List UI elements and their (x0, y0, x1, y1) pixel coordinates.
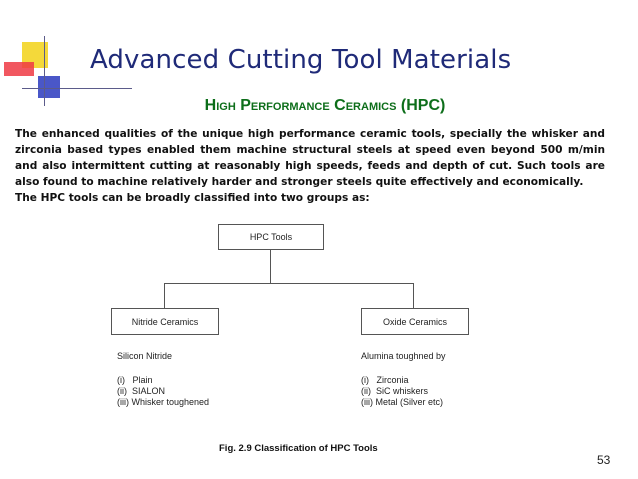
paragraph-1: The enhanced qualities of the unique high performance ceramic tools, specially the whisker and zirconia based types enabled them machine structural steels at speed even beyond 500 m/min and also intermittent cutting at reasonably high speeds, feeds and depth of cut. Such tools are also found to machine relatively harder and stronger steels quite effectively and economically. (15, 128, 605, 188)
list-item: (iii) Whisker toughened (117, 397, 210, 407)
left-connector (164, 283, 165, 308)
branch-connector (164, 283, 414, 284)
paragraph-2: The HPC tools can be broadly classified into two groups as: (15, 192, 370, 204)
nitride-heading: Silicon Nitride (117, 351, 173, 361)
nitride-ceramics-box: Nitride Ceramics (111, 308, 219, 335)
oxide-list (361, 375, 443, 408)
right-connector (413, 283, 414, 308)
root-connector (270, 249, 271, 283)
oxide-ceramics-box: Oxide Ceramics (361, 308, 469, 335)
list-item: (iii) Metal (Silver etc) (361, 397, 444, 407)
list-item: (i) Zirconia (361, 375, 409, 385)
section-subtitle: High Performance Ceramics (HPC) (204, 97, 446, 114)
list-item: (ii) SiC whiskers (361, 386, 429, 396)
nitride-list (117, 375, 209, 408)
oxide-heading: Alumina toughned by (361, 351, 446, 361)
slide-title: Advanced Cutting Tool Materials (90, 45, 512, 75)
root-box: HPC Tools (218, 224, 324, 250)
page-number: 53 (597, 453, 611, 467)
list-item: (ii) SIALON (117, 386, 166, 396)
figure-caption: Fig. 2.9 Classification of HPC Tools (219, 443, 378, 454)
list-item: (i) Plain (117, 375, 153, 385)
